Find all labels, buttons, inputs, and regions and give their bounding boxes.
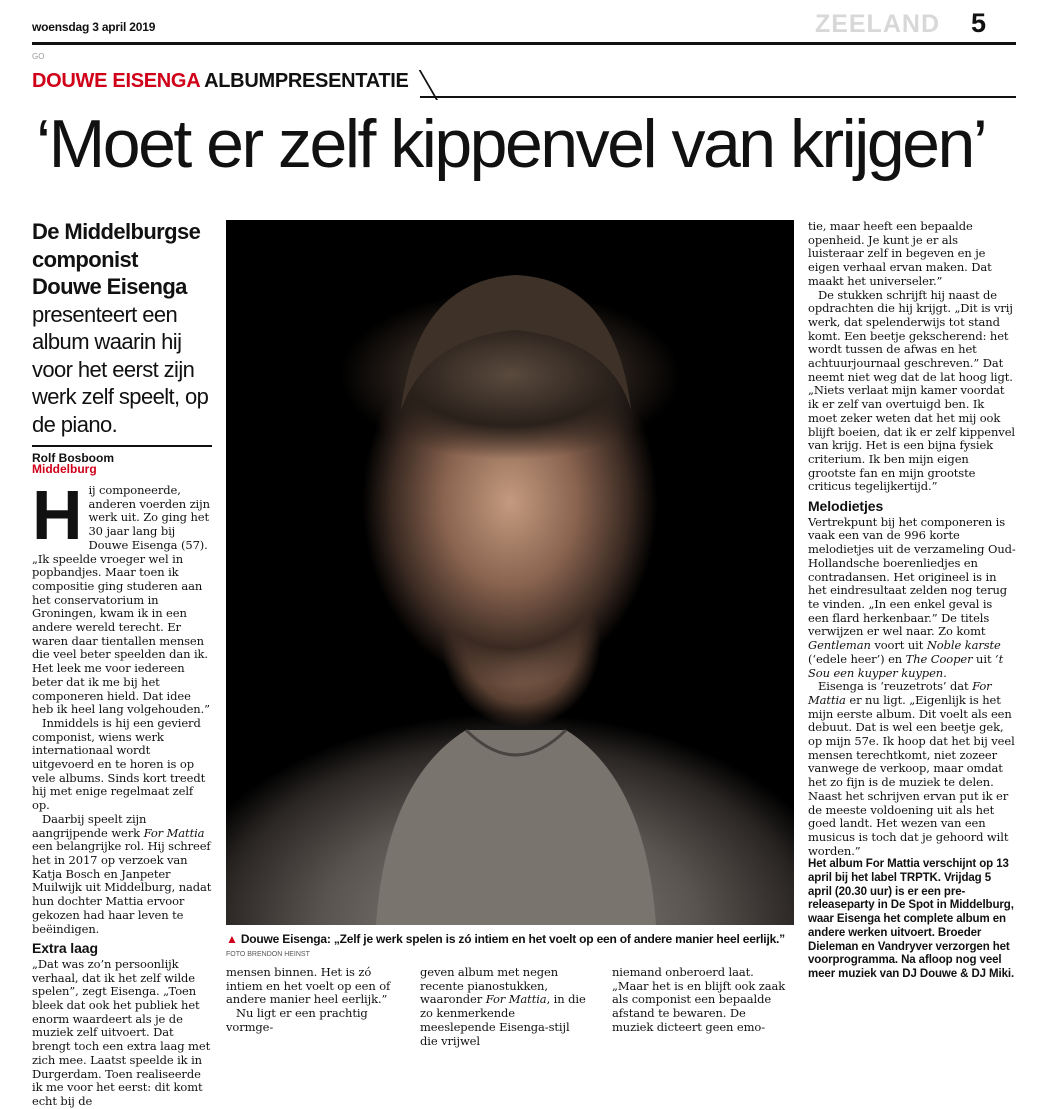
- kicker-section: ALBUMPRESENTATIE: [204, 70, 409, 92]
- column-2: [226, 966, 394, 1036]
- section-code: GO: [32, 52, 45, 61]
- paragraph: Daarbij speelt zijn aangrijpende werk For Mattia een belangrijke rol. Hij schreef het in 2017 op verzoek van Katja Bosch en Janpeter Muilwijk uit Middelburg, nadat hun dochter Mattia ervoor gekozen had haar leven te beëindigen.: [32, 811, 212, 936]
- issue-date: woensdag 3 april 2019: [32, 20, 156, 34]
- region-label: ZEELAND: [814, 10, 940, 38]
- paragraph: Nu ligt er een prachtig vormge-: [226, 1006, 368, 1034]
- event-info: Het album For Mattia verschijnt op 13 april bij het label TRPTK. Vrijdag 5 april (20.30 uur) is er een pre-releaseparty in De Spot in Middelburg, waar Eisenga het complete album en andere werken uitvoert. Broeder Dieleman en Vandryver verzorgen het voorprogramma. Na afloop nog veel meer muziek van DJ Douwe & DJ Miki.: [808, 858, 1015, 980]
- paragraph: geven album met negen recente pianostukken, waaronder For Mattia, in die zo kenmerkende meeslepende Eisenga-stijl die vrijwel: [420, 965, 586, 1048]
- paragraph: tie, maar heeft een bepaalde openheid. Je kunt je er als luisteraar zelf in begeven en je eigen verhaal ervan maken. Dat maakt het universeler.”: [808, 219, 992, 288]
- paragraph: ij componeerde, anderen voerden zijn werk uit. Zo ging het 30 jaar lang bij Douwe Eisenga (57). „Ik speelde vroeger wel in popbandjes. Maar toen ik compositie ging studeren aan het conservatorium in Groningen, kwam ik in een andere wereld terecht. Er waren daar tientallen mensen die veel beter speelden dan ik. Het leek me voor iedereen beter dat ik me bij het componeren hield. Dat idee heb ik heel lang volgehouden.”: [32, 483, 210, 717]
- column-3: [420, 965, 588, 1048]
- portrait-illustration: [226, 220, 794, 925]
- paragraph: „Dat was zo’n persoonlijk verhaal, dat ik het zelf wilde spelen”, zegt Eisenga. „Toen bleek dat ook het publiek het enorm waardeert als je de muziek zelf uitvoert. Dat brengt toch een extra laag met zich mee. Laatst speelde ik in Durgerdam. Toen realiseerde ik me voor het eerst: dit komt echt bij de: [32, 956, 211, 1108]
- subheading: Extra laag: [32, 940, 98, 957]
- paragraph: niemand onberoerd laat. „Maar het is en blijft ook zaak als componist een bepaalde afstand te bewaren. De muziek dicteert geen emo-: [612, 965, 786, 1034]
- kicker: [32, 70, 409, 93]
- caption-triangle-icon: ▲: [226, 932, 238, 946]
- byline-author: Rolf Bosboom: [32, 445, 212, 465]
- portrait-photo: [226, 220, 794, 925]
- top-rule: [32, 42, 1016, 45]
- subheading: Melodietjes: [808, 498, 884, 515]
- paragraph: Inmiddels is hij een gevierd componist, wiens werk internationaal wordt uitgevoerd en te horen is op vele albums. Sinds kort treedt hij met enige regelmaat zelf op.: [32, 715, 206, 813]
- paragraph: Eisenga is ‘reuzetrots’ dat For Mattia er nu ligt. „Eigenlijk is het mijn eerste album. Dit voelt als een debuut. Dat is wel een beetje gek, op mijn 57e. Ik hoop dat het bij veel mensen terechtkomt, niet zozeer vanwege de verkoop, maar omdat het zo fijn is de muziek te delen. Naast het schrijven ervan put ik er de meeste voldoening uit als het goed landt. Het wezen van een musicus is toch dat je gehoord wilt worden.”: [808, 679, 1015, 858]
- photo-credit: FOTO BRENDON HEINST: [226, 951, 310, 958]
- intro-rest: presenteert een album waarin hij voor het eerst zijn werk zelf speelt, op de piano.: [32, 301, 209, 437]
- paragraph: De stukken schrijft hij naast de opdrachten die hij krijgt. „Dit is vrij werk, dat spelenderwijs tot stand komt. Een beetje gekscherend: het wordt tussen de afwas en het achtuurjournaal geschreven.” Dat neemt niet weg dat de lat hoog ligt. „Niets verlaat mijn kamer voordat ik er zelf van overtuigd ben. Ik moet zeker weten dat het mij ook blijft boeien, dat ik er zelf kippenvel van krijg. Het is een bijna fysiek criterium. Ik ben mijn eigen grootste fan en mijn grootste criticus tegelijkertijd.”: [808, 287, 1015, 494]
- photo-caption: ▲ Douwe Eisenga: „Zelf je werk spelen is zó intiem en het voelt op een of andere manier heel eerlijk.”: [226, 932, 785, 946]
- paragraph: Vertrekpunt bij het componeren is vaak een van de 996 korte melodietjes uit de verzameling Oud-Hollandsche boerenliedjes en contradansen. Het origineel is in het eindresultaat zelden nog terug te vinden. „In een enkel geval is een flard herkenbaar.” De titels verwijzen er wel naar. Zo komt Gentleman voort uit Noble karste (‘edele heer’) en The Cooper uit ‘t Sou een kuyper kuypen.: [808, 514, 1016, 680]
- page-number: 5: [970, 8, 986, 38]
- intro-lead: De Middelburgse componist Douwe Eisenga: [32, 219, 201, 299]
- kicker-rule: [420, 96, 1016, 98]
- paragraph: mensen binnen. Het is zó intiem en het voelt op een of andere manier heel eerlijk.”: [226, 965, 391, 1007]
- kicker-name: DOUWE EISENGA: [32, 70, 200, 92]
- byline-place: Middelburg: [32, 462, 97, 476]
- drop-cap: H: [32, 476, 83, 554]
- column-5: [808, 220, 1016, 1036]
- headline: ‘Moet er zelf kippenvel van krijgen’: [36, 106, 986, 182]
- intro: [32, 218, 212, 438]
- column-1: [32, 476, 212, 1108]
- column-4: [612, 966, 788, 1036]
